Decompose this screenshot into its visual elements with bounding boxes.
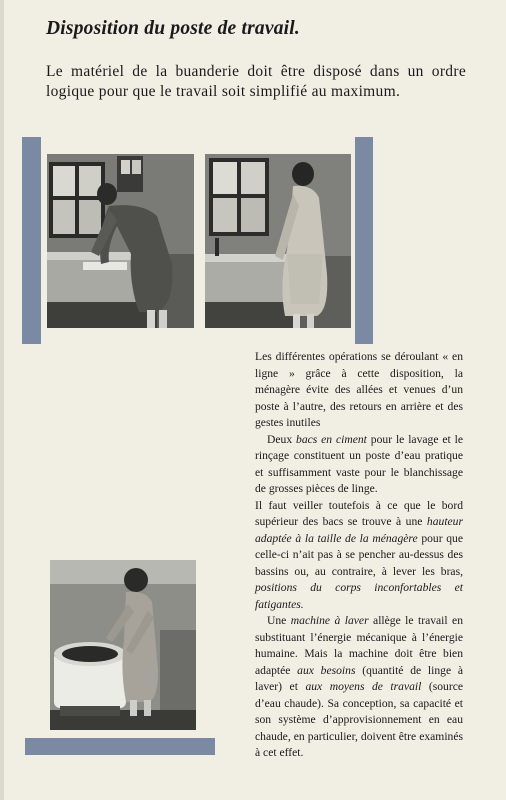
emphasis-text: hauteur adaptée à la taille de la ménagère <box>255 515 463 545</box>
emphasis-text: bacs en ciment <box>296 432 367 446</box>
right-accent-bar <box>355 137 373 344</box>
woman-standing-at-sink-photo <box>205 154 351 328</box>
intro-paragraph: Le matériel de la buanderie doit être disposé dans un ordre logique pour que le travail soit simplifié au maximum. <box>46 63 466 100</box>
paragraph-text: allège le travail en substituant l’énergie mécanique à l’énergie humaine. Mais la machine doit être bien adaptée <box>255 614 464 677</box>
left-accent-bar <box>22 137 41 344</box>
emphasis-text: aux moyens de travail <box>305 680 422 693</box>
paragraph-text: Deux <box>267 432 297 446</box>
body-paragraph <box>255 432 463 498</box>
emphasis-text: machine à laver <box>290 614 369 627</box>
emphasis-text: aux besoins <box>297 663 356 677</box>
emphasis-text: positions du corps inconfortables et fatigantes. <box>255 581 463 611</box>
paragraph-text: (quantité de linge à laver) et <box>255 663 464 693</box>
paragraph-text: pour que celle-ci n’ait pas à se pencher au-dessus des bassins ou, au contraire, à lever les bras, <box>255 531 463 578</box>
paragraph-text: Une <box>267 614 291 627</box>
woman-at-washing-machine-photo <box>50 560 196 730</box>
paragraph-text: Les différentes opérations se déroulant « en ligne » grâce à cette disposition, la ménagère évite des allées et venues d’un poste à l’autre, des retours en arrière et des gestes inutiles <box>255 350 463 429</box>
woman-bending-at-sink-photo <box>47 154 194 328</box>
bottom-accent-bar <box>25 738 215 755</box>
page-title: Disposition du poste de travail. <box>46 18 300 39</box>
body-text <box>255 349 463 762</box>
paragraph-text: (source d’eau chaude). Sa conception, sa capacité et son système d’approvisionnement en eau chaude, en particulier, doivent être examinés à cet effet. <box>255 680 463 759</box>
body-paragraph <box>255 613 463 762</box>
body-paragraph <box>255 498 463 614</box>
page-edge <box>0 0 4 800</box>
paragraph-text: pour le lavage et le rinçage constituent un poste d’eau pratique et suffisamment vaste pour le blanchissage de grosses pièces de linge. <box>255 432 463 495</box>
body-paragraph <box>255 349 463 432</box>
paragraph-text: Il faut veiller toutefois à ce que le bord supérieur des bacs se trouve à une <box>255 498 463 528</box>
